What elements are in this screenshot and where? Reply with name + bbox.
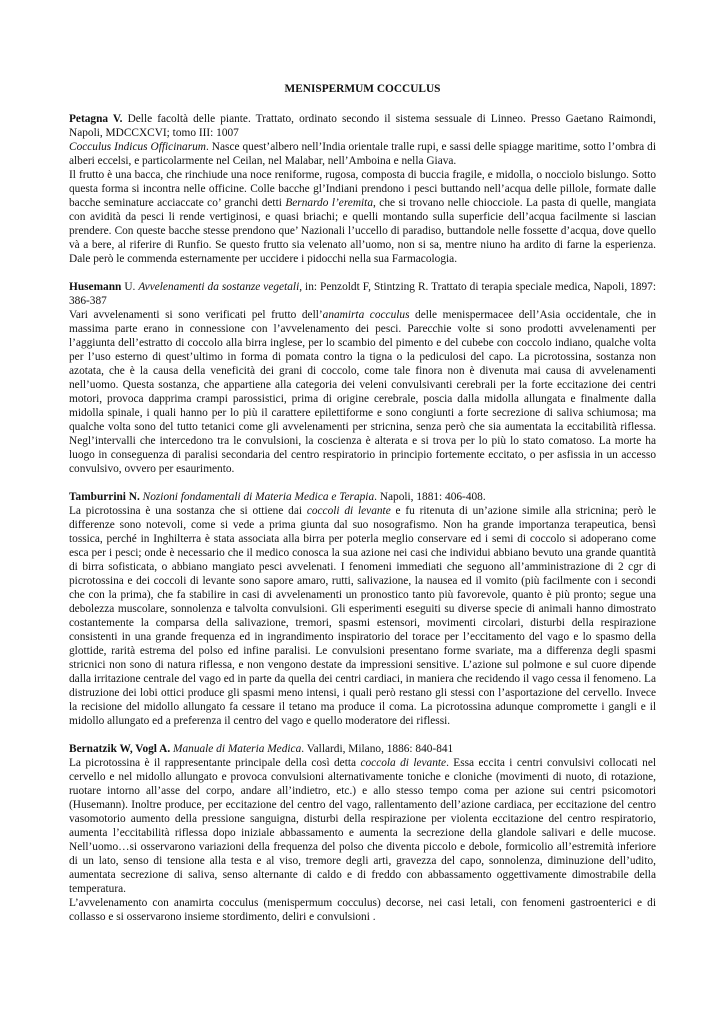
italic-term: coccola di levante: [360, 757, 447, 769]
italic-term: coccoli di levante: [306, 505, 391, 517]
paragraph: [69, 308, 656, 476]
italic-term: Cocculus Indicus Officinarum: [69, 141, 206, 153]
book-title: Avvelenamenti da sostanze vegetali: [138, 281, 300, 293]
author-name: Tamburrini N.: [69, 491, 140, 503]
paragraph-text: e fu ritenuta di un’azione simile alla stricnina; però le differenze sono notevoli, come si vede a prima giunta dal suo nosografismo. Non ha grande importanza terapeutica, bensì tossica, perché in Inghilterra è stata associata alla birra per poterla meglio conservare ed i semi di coccolo si adoperano come esca per i pesci; onde è necessario che il medico conosca la sua azione nei casi che individui abbiano bevuto una grande quantità di birra sofisticata, o abbiano mangiato pesci avvelenati. I fenomeni immediati che seguono all’amministrazione di 2 cgr di picrotossina e dei coccoli di levante sono sapore amaro, rutti, salivazione, la nausea ed il vomito (più facilmente con i secondi che con la prima), che fa stabilire in casi di avvelenamenti un pronostico tanto più favorevole, quanto è più pronto; segue una debolezza muscolare, sonnolenza e talvolta convulsioni. Gli esperimenti eseguiti su diverse specie di animali hanno dimostrato costantemente la comparsa della salivazione, tremori, spasmi estensori, movimenti circolari, disturbi della respirazione consistenti in una grande frequenza ed in ingrandimento inspiratorio del torace per l’eccitamento del vago e lo spasmo della glottide, rarità estrema del polso ed infine paralisi. Le convulsioni presentano forme svariate, ma a differenza degli spasmi stricnici non sono di natura riflessa, e non vengono destate da impressioni sensitive. L’azione sul polmone e sul cuore dipende dalla irritazione centrale del vago ed in parte da quella dei centri cardiaci, in maniera che recidendo il vago cessa il fenomeno. La distruzione dei lobi ottici produce gli spasmi meno intensi, i quali però restano gli stessi con l’asportazione del cervello. Invece la recisione del midollo allungato fa cessare il tetano ma produce il coma. La picrotossina adunque compromette i gangli e il midollo allungato ed a preferenza il centro del vago e quello moderatore dei riflessi.: [69, 505, 657, 727]
citation: [69, 490, 656, 504]
paragraph-text: Il frutto è una bacca, che rinchiude una noce reniforme, rugosa, composta di buccia fragile, e midolla, o nocciolo bislungo. Sotto questa forma si incontra nelle officine. Colle bacche gl’Indiani prendono i pesci buttando nell’acqua delle pillole, formate dalle bacche seminature acciaccate co’ granchi detti: [69, 169, 656, 209]
paragraph: [69, 168, 656, 266]
paragraph-text: . Nasce quest’albero nell’India orientale tralle rupi, e sassi delle spiagge maritime, sotto l’ombra di alberi eccelsi, e particolarmente nel Ceilan, nel Malabar, nell’Amboina e nella Giava.: [69, 141, 656, 167]
paragraph: [69, 504, 656, 728]
citation-text: . Napoli, 1881: 406-408.: [374, 491, 486, 503]
author-initial: U: [121, 281, 133, 293]
paragraph-text: , che si trovano nelle chiocciole. La pasta di quelle, mangiata con avidità da pesci li rende vertiginosi, e quasi briachi; e quelli montando sulla superficie dell’acqua facilmente si lascian prendere. Con queste bacche stesse prendono que’ Nazionali l’uccello di paradiso, buttandole nelle fossette d’acqua, dove quello và a bere, al riferire di Runfio. Se questo frutto sia velenato all’uomo, non si sa, mentre niuno ha ardito di farne la esperienza. Dale però le commenda esternamente per uccidere i pidocchi nella sua Farmacologia.: [69, 197, 656, 265]
citation: [69, 280, 656, 308]
paragraph-text: delle menispermacee dell’Asia occidentale, che in massima parte erano in connessione con l’avvelenamento dei pesci. Parecchie volte si sono prodotti avvelenamenti per l’aggiunta dell’estratto di coccolo alla birra inglese, per lo scambio del pimento e del cubebe con coccolo indiano, qualche volta per l’uso esterno di quest’ultimo in forma di pomata contro la tigna o la pediculosi del capo. La picrotossina, sostanza non azotata, che è la causa della veneficità dei grani di coccolo, come tale finora non è divenuta mai causa di avvelenamenti nell’uomo. Questa sostanza, che appartiene alla categoria dei veleni convulsivanti cerebrali per la forte eccitazione dei centri motori, provoca dapprima crampi parossistici, prima di origine cerebrale, poscia dalla midolla allungata e finalmente dalla midolla spinale, i quali hanno per lo più il carattere epilettiforme e sono congiunti a forte secrezione di saliva schiumosa; ma qualche volta sono del tutto tetanici come gli avvelenamenti per stricnina, senza però che sia aumentata la eccitabilità riflessa. Negl’intervalli che intercedono tra le convulsioni, la coscienza è alterata e si trova per lo più lo stato comatoso. La morte ha luogo in conseguenza di paralisi secondaria del centro respiratorio in principio fortemente eccitato, o per asfissia in un accesso convulsivo, ovvero per esaurimento.: [69, 309, 656, 475]
document-title: MENISPERMUM COCCULUS: [284, 83, 441, 95]
citation-text: , in: Penzoldt F, Stintzing R. Trattato di terapia speciale medica, Napoli, 1897: 386-387: [69, 281, 657, 307]
paragraph: [69, 756, 656, 896]
entry-husemann: [69, 280, 656, 476]
entry-petagna: [69, 112, 656, 266]
book-title: Manuale di Materia Medica: [170, 743, 302, 755]
citation-punct: .: [132, 281, 139, 293]
italic-term: anamirta cocculus: [322, 309, 410, 321]
author-name: Husemann: [69, 281, 122, 293]
paragraph-text: La picrotossina è una sostanza che si ottiene dai: [69, 505, 307, 517]
paragraph-text: . Essa eccita i centri convulsivi collocati nel cervello e nel midollo allungato e provoca convulsioni alternativamente toniche e cloniche (movimenti di nuoto, di rotazione, ruotare intorno all’asse del corpo, andare all’indietro, etc.) e allo stesso tempo coma per azione sui centri psicomotori (Husemann). Inoltre produce, per eccitazione del centro del vago, rallentamento dell’azione cardiaca, per eccitazione del centro vasomotorio aumento della pressione sanguigna, disturbi della respirazione per violenta eccitazione del centro respiratorio, aumenta l’eccitabilità riflessa dopo iniziale abbassamento e aumenta la secrezione della glandole salivari e delle mucose. Nell’uomo…si osservarono variazioni della frequenza del polso che diventa piccolo e debole, formicolio all’estremità inferiore di un lato, senso di tensione alla testa e al viso, tremore degli arti, gravezza del capo, sonnolenza, diminuzione dell’udito, aumentata secrezione di saliva, senso alternante di caldo e di freddo con abbassamento oggettivamente dimostrabile della temperatura.: [69, 757, 656, 895]
italic-term: Bernardo l’eremita: [285, 197, 374, 209]
citation-text: Delle facoltà delle piante. Trattato, ordinato secondo il sistema sessuale di Linneo. Presso Gaetano Raimondi, Napoli, MDCCXCVI; tomo III: 1007: [69, 113, 656, 139]
paragraph-text: Vari avvelenamenti si sono verificati pel frutto dell’: [69, 309, 323, 321]
citation: [69, 112, 656, 140]
document-page: [69, 82, 656, 938]
entry-bernatzik: [69, 742, 656, 924]
citation: [69, 742, 656, 756]
paragraph-text: La picrotossina è il rappresentante principale della così detta: [69, 757, 361, 769]
paragraph: L’avvelenamento con anamirta cocculus (menispermum cocculus) decorse, nei casi letali, con fenomeni gastroenterici e di collasso e si osservarono insieme stordimento, deliri e convulsioni .: [69, 897, 656, 923]
book-title: Nozioni fondamentali di Materia Medica e Terapia: [139, 491, 375, 503]
entry-tamburrini: [69, 490, 656, 728]
citation-text: . Vallardi, Milano, 1886: 840-841: [301, 743, 454, 755]
author-name: Petagna V.: [69, 113, 123, 125]
paragraph: [69, 140, 656, 168]
author-name: Bernatzik W, Vogl A.: [69, 743, 171, 755]
